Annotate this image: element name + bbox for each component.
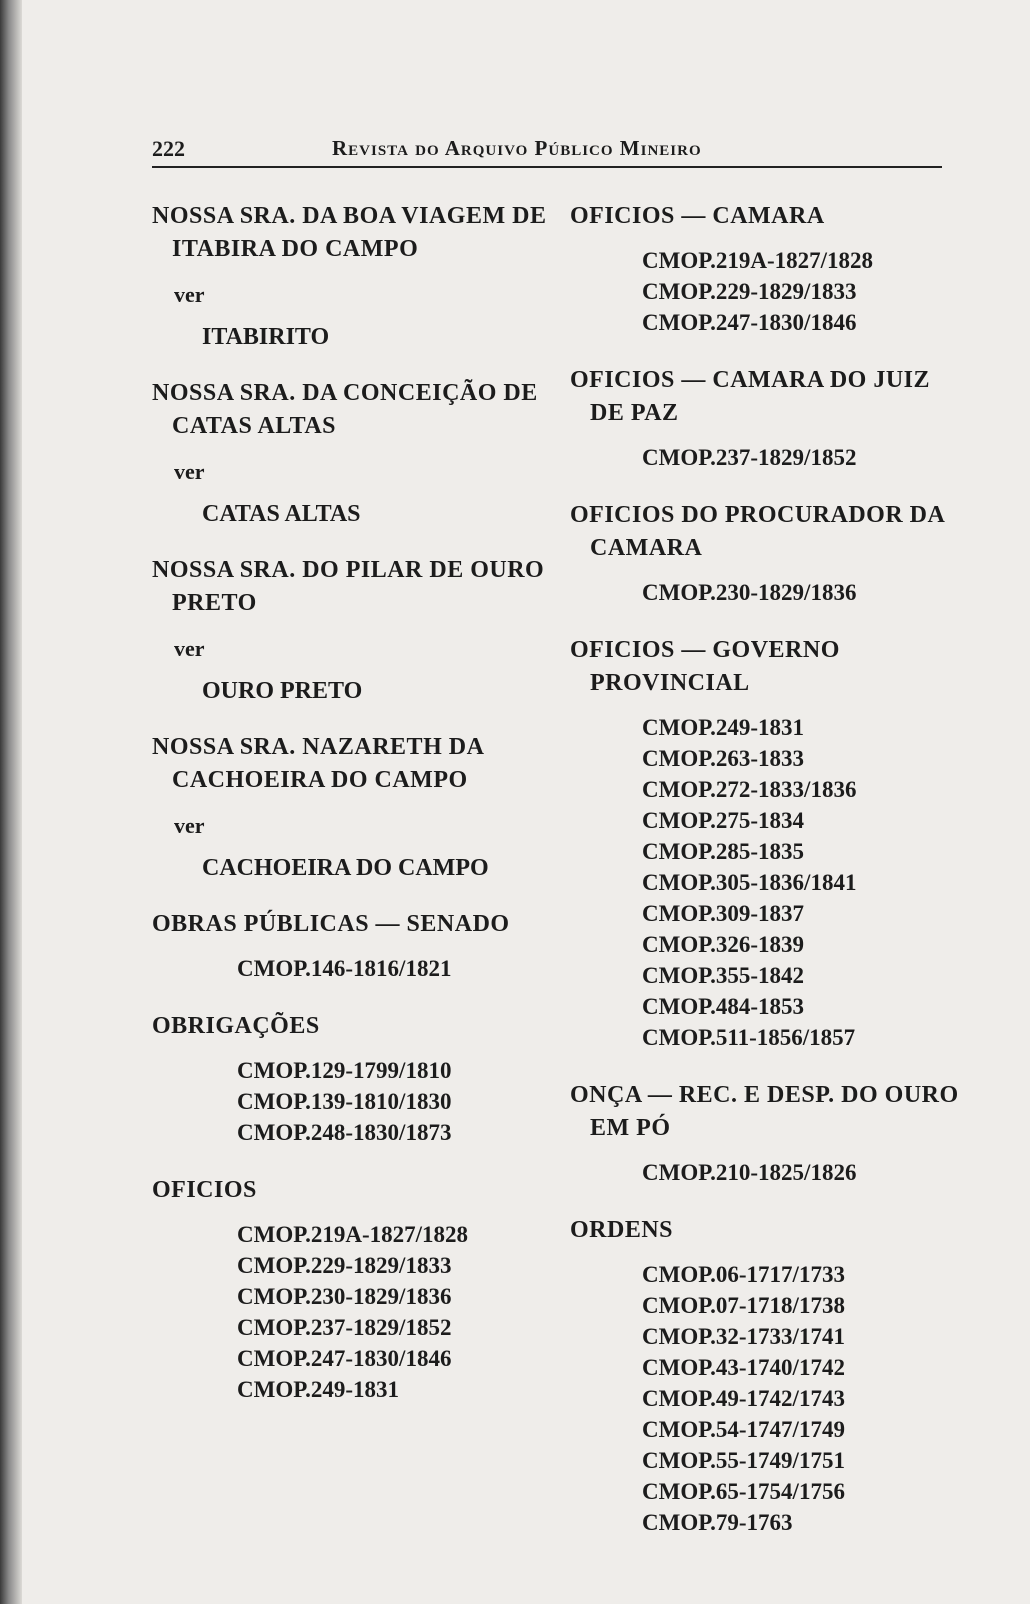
code-item: CMOP.54-1747/1749 xyxy=(642,1417,845,1442)
code-item: CMOP.210-1825/1826 xyxy=(642,1160,857,1185)
code-item: CMOP.230-1829/1836 xyxy=(237,1284,452,1309)
page-header xyxy=(152,132,942,168)
cross-reference: ITABIRITO xyxy=(202,324,330,350)
index-entry xyxy=(570,364,970,473)
code-list xyxy=(570,577,970,608)
code-item: CMOP.247-1830/1846 xyxy=(237,1346,452,1371)
code-item: CMOP.06-1717/1733 xyxy=(642,1262,845,1287)
code-item: CMOP.49-1742/1743 xyxy=(642,1386,845,1411)
index-entry xyxy=(152,908,552,984)
code-item: CMOP.219A-1827/1828 xyxy=(237,1222,469,1247)
code-list xyxy=(152,953,552,984)
index-entry xyxy=(152,200,552,351)
see-label: ver xyxy=(174,459,205,484)
see-label: ver xyxy=(174,636,205,661)
code-list xyxy=(570,712,970,1053)
code-item: CMOP.65-1754/1756 xyxy=(642,1479,845,1504)
index-entry xyxy=(152,1174,552,1405)
code-item: CMOP.247-1830/1846 xyxy=(642,310,857,335)
left-column xyxy=(152,200,552,1431)
index-entry xyxy=(570,1079,970,1188)
entry-heading: OFICIOS — GOVERNO PROVINCIAL xyxy=(570,637,840,696)
code-item: CMOP.249-1831 xyxy=(642,715,805,740)
code-item: CMOP.32-1733/1741 xyxy=(642,1324,845,1349)
code-item: CMOP.146-1816/1821 xyxy=(237,956,452,981)
entry-heading: OFICIOS DO PROCURADOR DA CAMARA xyxy=(570,502,945,561)
code-list xyxy=(570,1259,970,1538)
code-list xyxy=(152,1055,552,1148)
index-entry xyxy=(152,1010,552,1148)
code-item: CMOP.249-1831 xyxy=(237,1377,400,1402)
running-title: Revista do Arquivo Público Mineiro xyxy=(332,136,702,160)
entry-heading: NOSSA SRA. DA CONCEIÇÃO DE CATAS ALTAS xyxy=(152,380,538,439)
code-item: CMOP.230-1829/1836 xyxy=(642,580,857,605)
code-item: CMOP.229-1829/1833 xyxy=(237,1253,452,1278)
code-item: CMOP.219A-1827/1828 xyxy=(642,248,874,273)
code-list xyxy=(570,245,970,338)
index-entry xyxy=(152,554,552,705)
see-label: ver xyxy=(174,282,205,307)
cross-reference: CATAS ALTAS xyxy=(202,501,361,527)
code-item: CMOP.55-1749/1751 xyxy=(642,1448,845,1473)
index-entry xyxy=(570,634,970,1053)
code-item: CMOP.285-1835 xyxy=(642,839,805,864)
cross-reference: CACHOEIRA DO CAMPO xyxy=(202,855,489,881)
code-item: CMOP.275-1834 xyxy=(642,808,805,833)
entry-heading: NOSSA SRA. DO PILAR DE OURO PRETO xyxy=(152,557,545,616)
code-item: CMOP.139-1810/1830 xyxy=(237,1089,452,1114)
code-item: CMOP.263-1833 xyxy=(642,746,805,771)
entry-heading: NOSSA SRA. DA BOA VIAGEM DE ITABIRA DO CAMPO xyxy=(152,203,547,262)
entry-heading: OFICIOS xyxy=(152,1177,257,1203)
entry-heading: OBRIGAÇÕES xyxy=(152,1013,320,1039)
index-entry xyxy=(152,731,552,882)
see-label: ver xyxy=(174,813,205,838)
code-item: CMOP.511-1856/1857 xyxy=(642,1025,856,1050)
entry-heading: OBRAS PÚBLICAS — SENADO xyxy=(152,911,510,937)
code-item: CMOP.237-1829/1852 xyxy=(237,1315,452,1340)
entry-heading: NOSSA SRA. NAZARETH DA CACHOEIRA DO CAMPO xyxy=(152,734,484,793)
code-item: CMOP.305-1836/1841 xyxy=(642,870,857,895)
entry-heading: ONÇA — REC. E DESP. DO OURO EM PÓ xyxy=(570,1082,959,1141)
entry-heading: OFICIOS — CAMARA xyxy=(570,203,825,229)
page-number: 222 xyxy=(152,136,185,161)
code-item: CMOP.79-1763 xyxy=(642,1510,793,1535)
entry-heading: OFICIOS — CAMARA DO JUIZ DE PAZ xyxy=(570,367,931,426)
entry-heading: ORDENS xyxy=(570,1217,674,1243)
index-entry xyxy=(152,377,552,528)
code-list xyxy=(152,1219,552,1405)
cross-reference: OURO PRETO xyxy=(202,678,363,704)
code-list xyxy=(570,442,970,473)
code-item: CMOP.229-1829/1833 xyxy=(642,279,857,304)
code-item: CMOP.484-1853 xyxy=(642,994,805,1019)
code-item: CMOP.129-1799/1810 xyxy=(237,1058,452,1083)
code-item: CMOP.309-1837 xyxy=(642,901,805,926)
code-item: CMOP.355-1842 xyxy=(642,963,805,988)
code-item: CMOP.248-1830/1873 xyxy=(237,1120,452,1145)
code-list xyxy=(570,1157,970,1188)
right-column xyxy=(570,200,970,1564)
code-item: CMOP.237-1829/1852 xyxy=(642,445,857,470)
index-entry xyxy=(570,499,970,608)
index-entry xyxy=(570,200,970,338)
page-binding-edge xyxy=(0,0,22,1604)
code-item: CMOP.272-1833/1836 xyxy=(642,777,857,802)
index-entry xyxy=(570,1214,970,1538)
code-item: CMOP.326-1839 xyxy=(642,932,805,957)
code-item: CMOP.43-1740/1742 xyxy=(642,1355,845,1380)
code-item: CMOP.07-1718/1738 xyxy=(642,1293,845,1318)
